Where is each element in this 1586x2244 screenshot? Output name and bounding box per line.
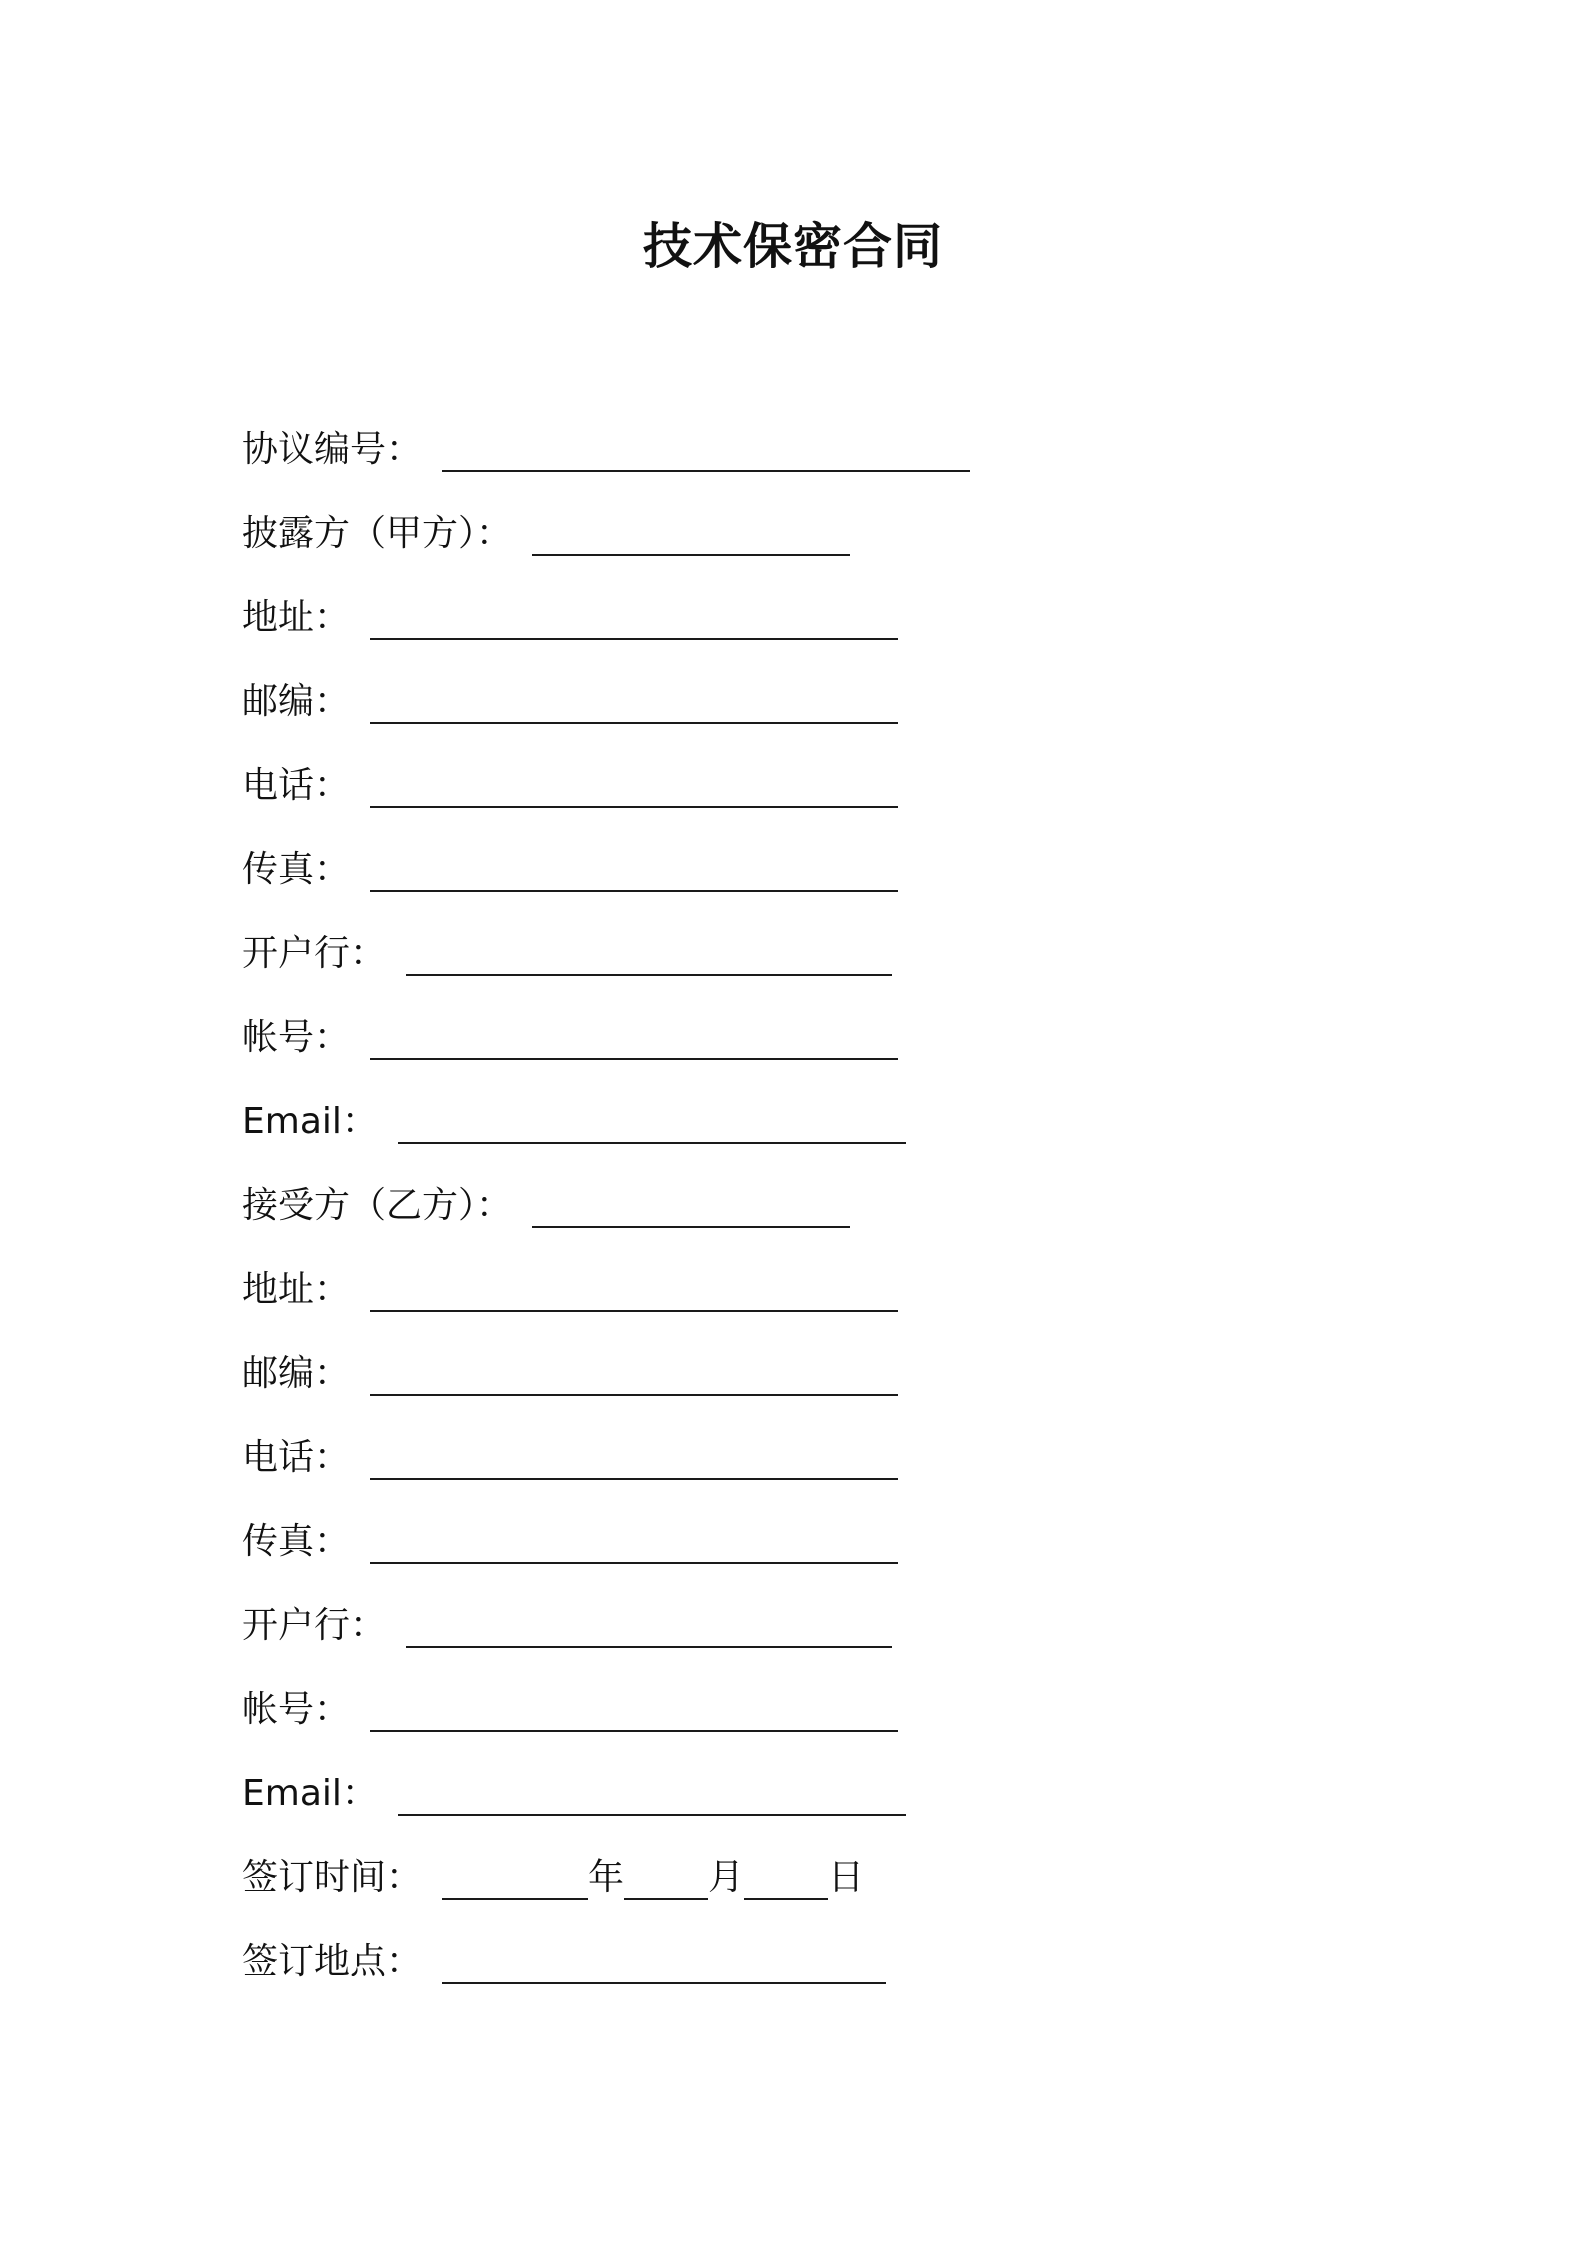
signing-month-blank[interactable] [624, 1848, 708, 1900]
party-a-bank-field [242, 912, 970, 996]
month-unit: 月 [708, 1857, 745, 1898]
party-b-postcode-blank[interactable] [370, 1344, 898, 1396]
document-title: 技术保密合同 [642, 218, 943, 275]
signing-place-blank[interactable] [442, 1932, 886, 1984]
party-b-postcode-field [242, 1332, 970, 1416]
party-a-account-blank[interactable] [370, 1008, 898, 1060]
party-b-account-blank[interactable] [370, 1680, 898, 1732]
party-a-postcode-field [242, 660, 970, 744]
party-a-email-field [242, 1080, 970, 1164]
party-b-label: 接受方（乙方）： [242, 1185, 513, 1226]
party-a-account-field [242, 996, 970, 1080]
party-a-blank[interactable] [532, 504, 850, 556]
form-fields [242, 408, 970, 2004]
party-a-account-label: 帐号： [242, 1017, 351, 1058]
party-b-bank-label: 开户行： [242, 1605, 387, 1646]
party-a-field [242, 492, 970, 576]
party-b-blank[interactable] [532, 1176, 850, 1228]
party-b-email-label: Email： [242, 1773, 378, 1814]
party-b-postcode-label: 邮编： [242, 1353, 351, 1394]
party-a-address-field [242, 576, 970, 660]
party-b-fax-blank[interactable] [370, 1512, 898, 1564]
signing-day-blank[interactable] [744, 1848, 828, 1900]
party-a-phone-blank[interactable] [370, 756, 898, 808]
party-a-bank-blank[interactable] [406, 924, 892, 976]
party-b-address-field [242, 1248, 970, 1332]
agreement-number-field [242, 408, 970, 492]
party-a-fax-label: 传真： [242, 849, 351, 890]
party-a-bank-label: 开户行： [242, 933, 387, 974]
party-a-phone-label: 电话： [242, 765, 351, 806]
day-unit: 日 [828, 1857, 865, 1898]
party-a-fax-blank[interactable] [370, 840, 898, 892]
party-b-bank-field [242, 1584, 970, 1668]
year-unit: 年 [588, 1857, 625, 1898]
party-b-fax-label: 传真： [242, 1521, 351, 1562]
party-a-phone-field [242, 744, 970, 828]
agreement-number-blank[interactable] [442, 420, 970, 472]
party-b-phone-label: 电话： [242, 1437, 351, 1478]
party-b-email-blank[interactable] [398, 1764, 906, 1816]
signing-date-field [242, 1836, 970, 1920]
agreement-number-label: 协议编号： [242, 429, 423, 470]
signing-date-label: 签订时间： [242, 1857, 423, 1898]
party-b-account-label: 帐号： [242, 1689, 351, 1730]
party-a-email-label: Email： [242, 1101, 378, 1142]
party-b-address-blank[interactable] [370, 1260, 898, 1312]
party-a-postcode-blank[interactable] [370, 672, 898, 724]
party-b-phone-blank[interactable] [370, 1428, 898, 1480]
party-b-email-field [242, 1752, 970, 1836]
party-b-account-field [242, 1668, 970, 1752]
party-b-fax-field [242, 1500, 970, 1584]
party-a-postcode-label: 邮编： [242, 681, 351, 722]
party-a-address-blank[interactable] [370, 588, 898, 640]
party-a-fax-field [242, 828, 970, 912]
party-b-bank-blank[interactable] [406, 1596, 892, 1648]
party-a-email-blank[interactable] [398, 1092, 906, 1144]
signing-year-blank[interactable] [442, 1848, 588, 1900]
party-b-field [242, 1164, 970, 1248]
signing-place-field [242, 1920, 970, 2004]
party-a-address-label: 地址： [242, 597, 351, 638]
party-a-label: 披露方（甲方）： [242, 513, 513, 554]
party-b-address-label: 地址： [242, 1269, 351, 1310]
signing-place-label: 签订地点： [242, 1941, 423, 1982]
party-b-phone-field [242, 1416, 970, 1500]
